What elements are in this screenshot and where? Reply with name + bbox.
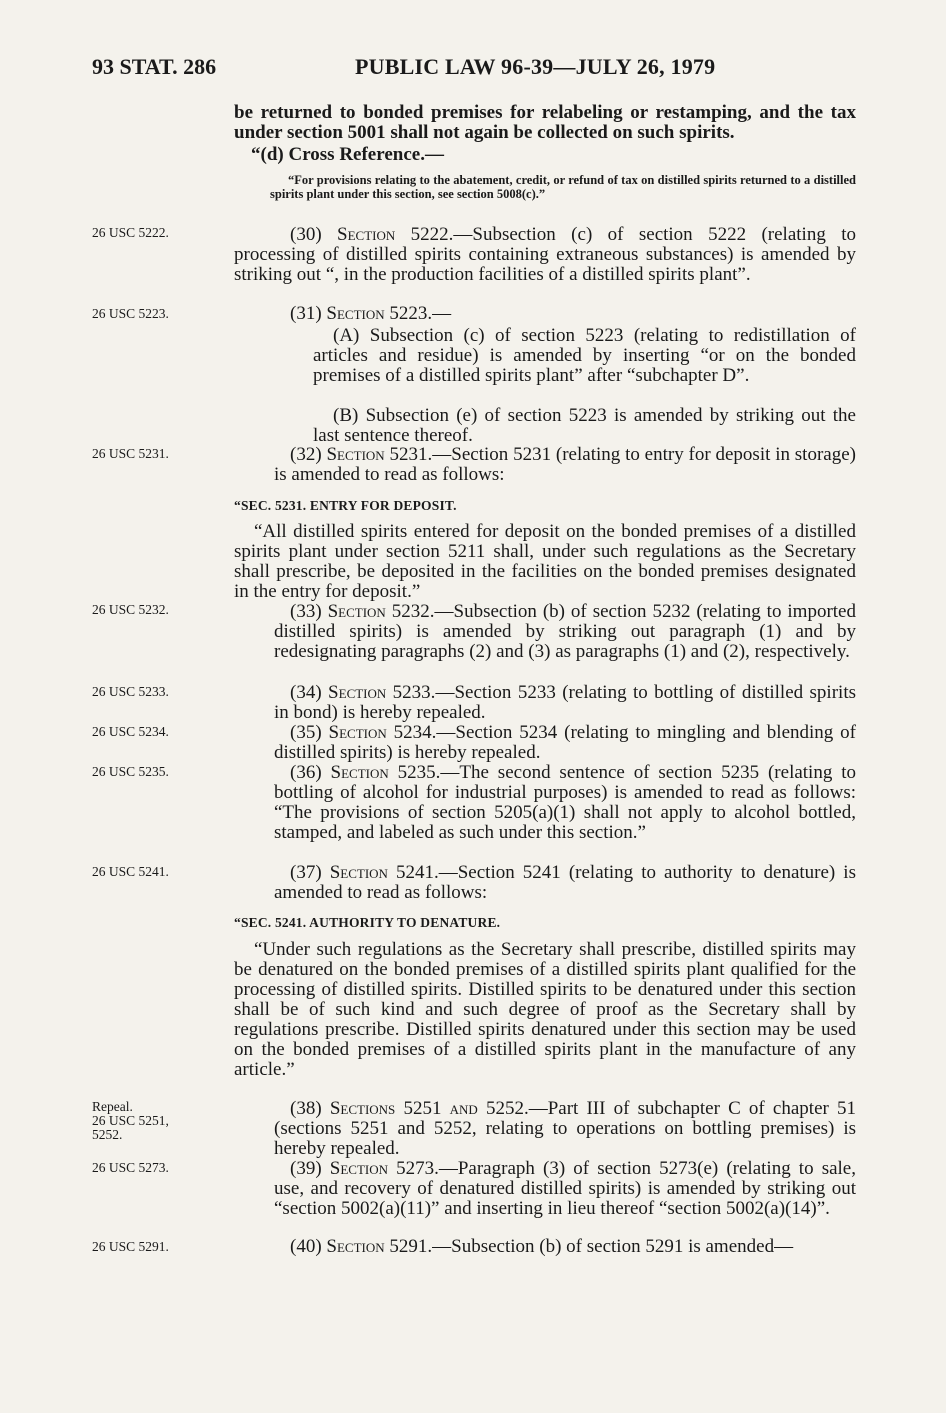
paragraph-32 [274, 445, 856, 485]
paragraph-text: —Paragraph (3) of section 5273(e) (relating to sale, use, and recovery of denatured distilled spirits) is amended by striking out “section 5002(a)(11)” and inserting in lieu thereof “section 5002(a)(14)”. [274, 1158, 856, 1219]
margin-note: 26 USC 5233. [92, 684, 169, 699]
paragraph-text: —Section 5241 (relating to authority to denature) is amended to read as follows: [274, 862, 856, 903]
paragraph-lead: (38) Sections 5251 and 5252. [290, 1098, 529, 1119]
margin-note: 26 USC 5231. [92, 446, 169, 461]
paragraph-34 [274, 683, 856, 723]
paragraph-lead: (40) Section 5291. [290, 1236, 433, 1257]
paragraph-text: —Section 5231 (relating to entry for deposit in storage) is amended to read as follows: [274, 444, 856, 485]
paragraph-text: —Section 5233 (relating to bottling of distilled spirits in bond) is hereby repealed. [274, 682, 856, 723]
margin-note: 26 USC 5235. [92, 764, 169, 779]
margin-note: 26 USC 5291. [92, 1239, 169, 1254]
running-header-title: PUBLIC LAW 96-39—JULY 26, 1979 [355, 54, 716, 79]
paragraph-38 [274, 1099, 856, 1159]
stat-page-number: 93 STAT. 286 [92, 54, 217, 79]
paragraph-33 [274, 602, 856, 662]
paragraph-text: —Subsection (b) of section 5291 is amended— [432, 1236, 794, 1257]
subparagraph-31b: (B) Subsection (e) of section 5223 is amended by striking out the last sentence thereof. [313, 405, 856, 446]
margin-note: 26 USC 5273. [92, 1160, 169, 1175]
paragraph-lead: (37) Section 5241. [290, 862, 439, 883]
section-5241-text: “Under such regulations as the Secretary shall prescribe, distilled spirits may be denatured on the bonded premises of a distilled spirits plant qualified for the processing of distilled spirits. Distilled spirits to be denatured under this section shall be of such kind and such degree of proof as the Secretary shall by regulations prescribe. Distilled spirits denatured under this section may be used on the bonded premises of a distilled spirits plant in the manufacture of any article.” [234, 939, 856, 1080]
paragraph-text: —Section 5234 (relating to mingling and blending of distilled spirits) is hereby repealed. [274, 722, 856, 763]
paragraph-text: — [432, 303, 452, 324]
paragraph-lead: (36) Section 5235. [290, 762, 441, 783]
paragraph-text: —Part III of subchapter C of chapter 51 (sections 5251 and 5252, relating to operations on bottling premises) is hereby repealed. [274, 1098, 856, 1159]
paragraph-40 [274, 1237, 856, 1257]
continuation-paragraph: be returned to bonded premises for relabeling or restamping, and the tax under section 5001 shall not again be collected on such spirits. [234, 102, 856, 143]
paragraph-text: —Subsection (c) of section 5222 (relating to processing of distilled spirits containing extraneous substances) is amended by striking out “, in the production facilities of a distilled spirits plant”. [234, 224, 856, 285]
margin-note-repeal: Repeal. [92, 1099, 133, 1114]
cross-reference-heading: “(d) Cross Reference.— [251, 144, 444, 165]
section-5231-text: “All distilled spirits entered for deposit on the bonded premises of a distilled spirits plant under section 5211 shall, under such regulations as the Secretary shall prescribe, be deposited in the facilities on the bonded premises designated in the entry for deposit.” [234, 521, 856, 602]
paragraph-lead: (33) Section 5232. [290, 601, 435, 622]
paragraph-37 [274, 863, 856, 903]
margin-note: 26 USC 5223. [92, 306, 169, 321]
subparagraph-31a: (A) Subsection (c) of section 5223 (relating to redistillation of articles and residue) is amended by inserting “or on the bonded premises of a distilled spirits plant” after “subchapter D”. [313, 325, 856, 386]
cross-reference-note: “For provisions relating to the abatement, credit, or refund of tax on distilled spirits returned to a distilled spirits plant under this section, see section 5008(c).” [270, 173, 856, 201]
paragraph-39 [274, 1159, 856, 1219]
margin-note: 5252. [92, 1127, 123, 1142]
paragraph-lead: (31) Section 5223. [290, 303, 433, 324]
margin-note: 26 USC 5222. [92, 225, 169, 240]
margin-note: 26 USC 5241. [92, 864, 169, 879]
paragraph-lead: (35) Section 5234. [290, 722, 437, 743]
paragraph-31-lead [290, 304, 451, 324]
margin-note: 26 USC 5234. [92, 724, 169, 739]
margin-note: 26 USC 5251, [92, 1113, 169, 1128]
section-5231-heading: “SEC. 5231. ENTRY FOR DEPOSIT. [234, 498, 457, 513]
paragraph-36 [274, 763, 856, 843]
paragraph-text: —Subsection (b) of section 5232 (relating to imported distilled spirits) is amended by striking out paragraph (1) and by redesignating paragraphs (2) and (3) as paragraphs (1) and (2), respectively. [274, 601, 856, 662]
paragraph-lead: (32) Section 5231. [290, 444, 433, 465]
paragraph-lead: (39) Section 5273. [290, 1158, 439, 1179]
paragraph-lead: (30) Section 5222. [290, 224, 454, 245]
paragraph-30 [234, 225, 856, 285]
section-5241-heading: “SEC. 5241. AUTHORITY TO DENATURE. [234, 915, 501, 930]
margin-note: 26 USC 5232. [92, 602, 169, 617]
paragraph-35 [274, 723, 856, 763]
paragraph-lead: (34) Section 5233. [290, 682, 436, 703]
paragraph-text: —The second sentence of section 5235 (relating to bottling of alcohol for industrial purposes) is amended to read as follows: “The provisions of section 5205(a)(1) shall not apply to alcohol bottled, stamped, and labeled as such under this section.” [274, 762, 856, 843]
